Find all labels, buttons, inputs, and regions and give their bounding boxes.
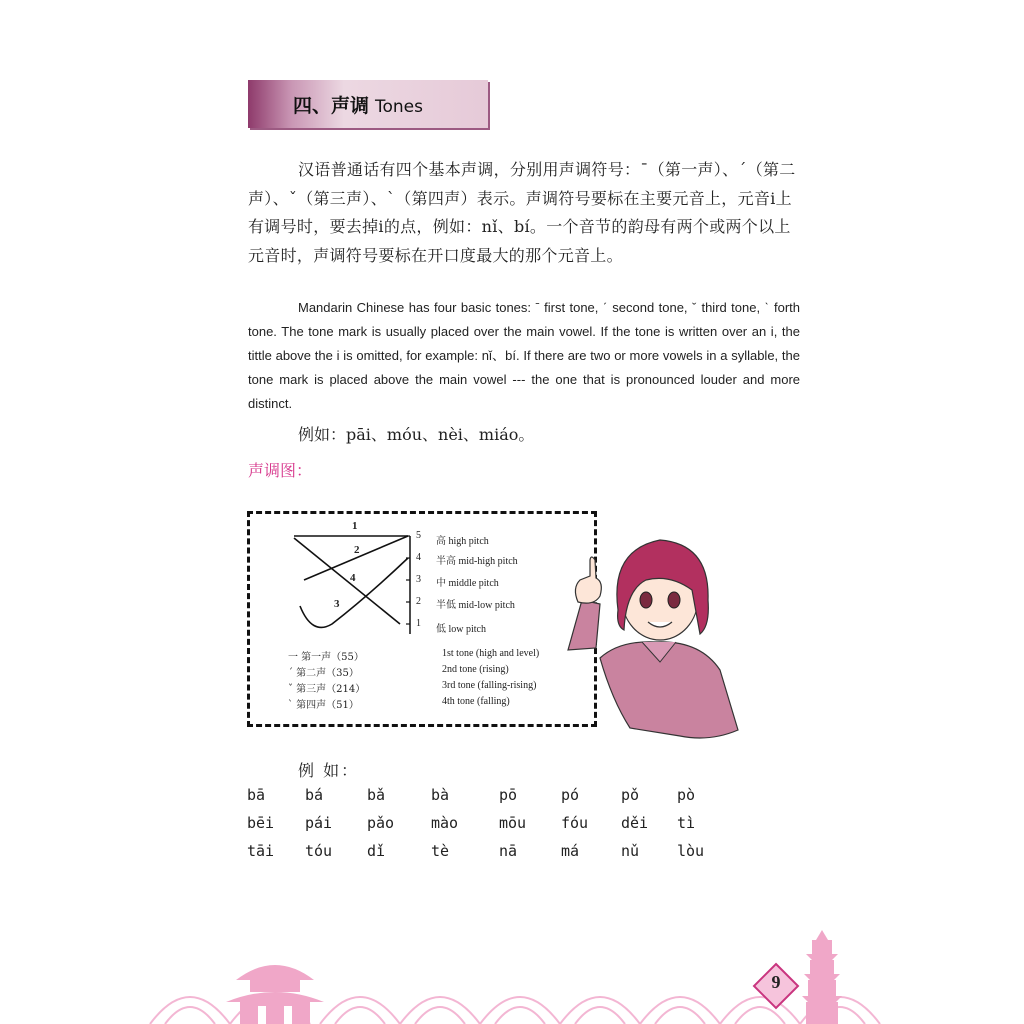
pinyin-cell: tāi	[247, 842, 275, 860]
legend-tone3-cn: ˇ 第三声（214）	[288, 684, 366, 695]
tone-chart-heading: 声调图：	[248, 461, 313, 480]
tone-number-2: 2	[354, 544, 360, 556]
pinyin-cell: mōu	[499, 814, 527, 832]
legend-tone1-en: 1st tone (high and level)	[442, 648, 540, 659]
pinyin-cell: má	[561, 842, 580, 860]
pinyin-cell: tì	[677, 814, 696, 832]
pinyin-cell: pō	[499, 786, 518, 804]
pinyin-cell: pǒ	[621, 786, 640, 804]
illustration-arm	[568, 600, 600, 650]
english-paragraph	[248, 296, 800, 416]
pitch-level-4-num: 4	[416, 552, 421, 563]
legend-tone1-cn: 一 第一声（55）	[288, 652, 364, 663]
pavilion-illustration	[226, 965, 324, 1024]
section-title-banner	[248, 80, 488, 128]
english-paragraph-text: Mandarin Chinese has four basic tones: ˉ first tone, ˊ second tone, ˇ third tone, ˋ forth tone. The tone mark is usually placed over the main vowel. If the tone is written over an i, the tittle above the i is omitted, for example: nǐ、bí. If there are two or more vowels in a syllable, the tone mark is placed above the main vowel --- the one that is pronounced louder and more distinct.	[248, 300, 800, 411]
pinyin-cell: dǐ	[367, 842, 386, 860]
tone-number-4: 4	[350, 572, 356, 584]
legend-tone2-cn: ˊ 第二声（35）	[288, 668, 359, 679]
chinese-paragraph-text: 汉语普通话有四个基本声调，分别用声调符号：ˉ（第一声）、ˊ（第二声）、ˇ（第三声）、ˋ（第四声）表示。声调符号要标在主要元音上，元音i上有调号时，要去掉i的点，例如：nǐ、bí。一个音节的韵母有两个或两个以上元音时，声调符号要标在开口度最大的那个元音上。	[248, 160, 796, 265]
pinyin-cell: tè	[431, 842, 450, 860]
illustration-body	[600, 642, 738, 738]
section-title-cn: 四、声调	[293, 95, 370, 117]
pinyin-cell: pǎo	[367, 814, 395, 832]
chinese-paragraph	[248, 156, 800, 270]
legend-tone4-en: 4th tone (falling)	[442, 696, 510, 707]
tone-number-3: 3	[334, 598, 340, 610]
section-title	[293, 91, 423, 118]
pitch-level-3-num: 3	[416, 574, 421, 585]
legend-tone4-cn: ˋ 第四声（51）	[288, 700, 359, 711]
page-number: 9	[771, 972, 781, 992]
pinyin-cell: pái	[305, 814, 333, 832]
pinyin-cell: pó	[561, 786, 580, 804]
pinyin-cell: mào	[431, 814, 459, 832]
illustration-left-eye	[640, 592, 652, 608]
pitch-level-5-num: 5	[416, 530, 421, 541]
illustration-hand	[575, 557, 601, 603]
pinyin-cell: nā	[499, 842, 518, 860]
section-title-en: Tones	[375, 97, 424, 117]
pitch-level-1-num: 1	[416, 618, 421, 629]
pitch-level-5-label: 高 high pitch	[436, 536, 489, 547]
pinyin-cell: tóu	[305, 842, 333, 860]
pitch-level-2-label: 半低 mid-low pitch	[436, 600, 515, 611]
pitch-level-2-num: 2	[416, 596, 421, 607]
pinyin-cell: bǎ	[367, 786, 386, 804]
tone-chart	[247, 511, 597, 727]
pinyin-cell: bá	[305, 786, 324, 804]
pinyin-cell: bēi	[247, 814, 275, 832]
pagoda-illustration	[802, 930, 842, 1024]
pinyin-cell: bā	[247, 786, 266, 804]
decorative-footer	[0, 930, 1024, 1024]
examples-label: 例 如：	[298, 761, 360, 780]
pinyin-cell: bà	[431, 786, 450, 804]
illustration-right-eye	[668, 592, 680, 608]
legend-tone2-en: 2nd tone (rising)	[442, 664, 509, 675]
pitch-level-3-label: 中 middle pitch	[436, 578, 499, 589]
pitch-level-4-label: 半高 mid-high pitch	[436, 556, 518, 567]
legend-tone3-en: 3rd tone (falling-rising)	[442, 680, 537, 691]
pinyin-cell: lòu	[677, 842, 705, 860]
tone-number-1: 1	[352, 520, 358, 532]
pinyin-cell: fóu	[561, 814, 589, 832]
teacher-illustration	[560, 530, 750, 745]
pinyin-cell: děi	[621, 814, 649, 832]
example-line: 例如：pāi、móu、nèi、miáo。	[298, 425, 535, 444]
pinyin-cell: pò	[677, 786, 696, 804]
pitch-level-1-label: 低 low pitch	[436, 624, 486, 635]
pinyin-cell: nǔ	[621, 842, 640, 860]
